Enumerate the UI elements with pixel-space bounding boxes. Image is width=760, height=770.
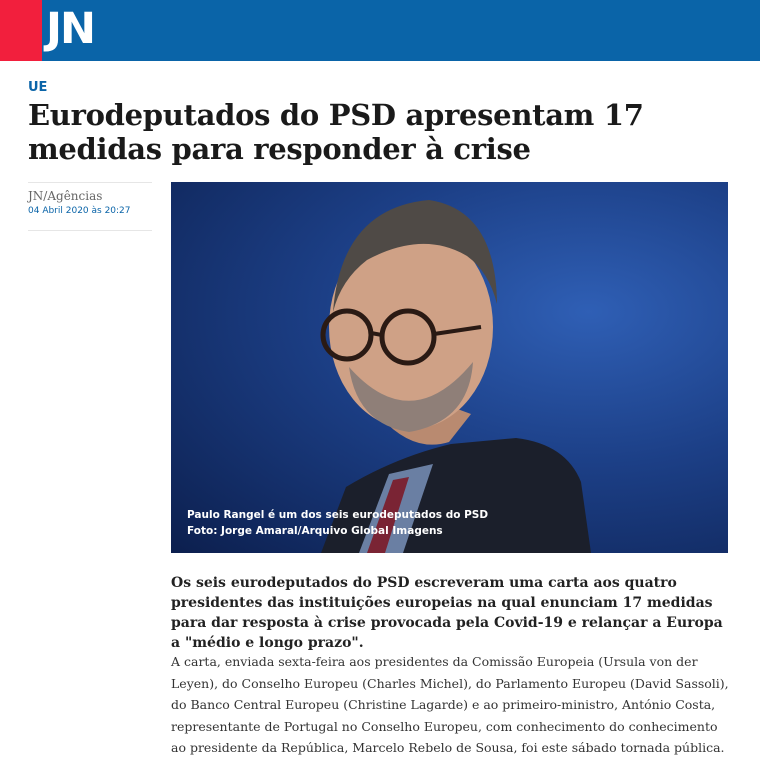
article-photo[interactable]: [171, 182, 728, 553]
site-header: [0, 0, 760, 61]
photo-credit: Foto: Jorge Amaral/Arquivo Global Imagens: [187, 525, 443, 537]
article-lead: Os seis eurodeputados do PSD escreveram uma carta aos quatro presidentes das instituições europeias na qual enunciam 17 medidas para dar resposta à crise provocada pela Covid-19 e relançar a Europa a "médio e longo prazo".: [171, 575, 723, 651]
article-body: A carta, enviada sexta-feira aos presidentes da Comissão Europeia (Ursula von der Leyen), do Conselho Europeu (Charles Michel), do Parlamento Europeu (David Sassoli), do Banco Central Europeu (Christine Lagarde) e ao primeiro-ministro, António Costa, representante de Portugal no Conselho Europeu, com conhecimento do conhecimento ao presidente da República, Marcelo Rebelo de Sousa, foi este sábado tornada pública.: [171, 654, 729, 755]
author: JN/Agências: [28, 189, 103, 203]
article-title: Eurodeputados do PSD apresentam 17 medidas para responder à crise: [28, 98, 644, 166]
caption-text: Paulo Rangel é um dos seis eurodeputados do PSD: [187, 509, 489, 521]
portrait-illustration: [171, 182, 728, 553]
jn-logo[interactable]: JN: [46, 4, 94, 54]
byline: [28, 182, 152, 231]
publish-date: 04 Abril 2020 às 20:27: [28, 206, 131, 216]
section-tag[interactable]: UE: [28, 80, 48, 95]
photo-caption: [187, 507, 488, 539]
brand-accent-block: [0, 0, 42, 61]
